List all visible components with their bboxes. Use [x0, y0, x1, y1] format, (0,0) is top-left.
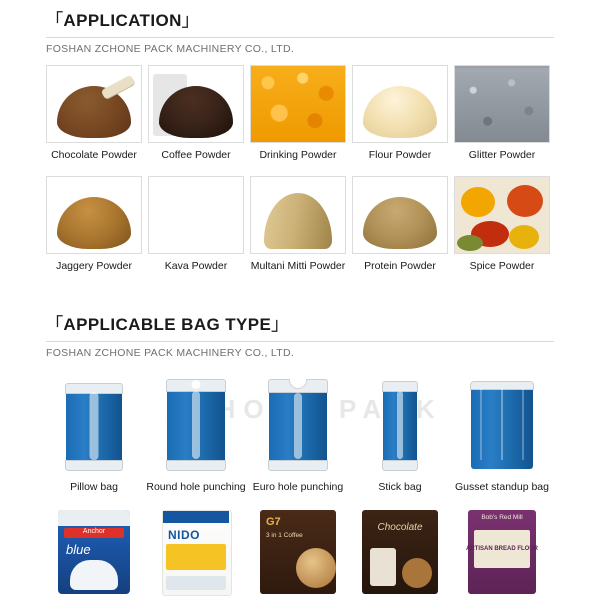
powder-heap-icon [46, 176, 142, 254]
product-label: Jaggery Powder [56, 259, 132, 272]
application-title-text: APPLICATION [63, 11, 182, 30]
stick-bag-icon [352, 375, 448, 475]
product-cell-flour-powder[interactable] [352, 65, 448, 162]
powder-heap-icon [148, 176, 244, 254]
package-brand: NIDO [168, 527, 200, 542]
bag-type-company-name: FOSHAN ZCHONE PACK MACHINERY CO., LTD. [46, 347, 295, 359]
product-label: Drinking Powder [259, 149, 337, 161]
package-product: 3 in 1 Coffee [266, 531, 303, 539]
bag-label: Round hole punching [146, 481, 246, 493]
bracket-right-icon: 」 [271, 315, 289, 334]
package-photo-icon-anchor[interactable] [46, 506, 142, 596]
product-label: Protein Powder [364, 259, 436, 272]
spice-piles-icon [454, 176, 550, 254]
euro-hole-bag-icon [250, 375, 346, 475]
bag-cell-gusset-standup[interactable] [454, 375, 550, 494]
product-cell-jaggery-powder[interactable] [46, 176, 142, 273]
bag-label: Euro hole punching [252, 481, 344, 493]
powder-heap-icon [46, 65, 142, 143]
package-product: ARTISAN BREAD FLOUR [466, 545, 538, 552]
bag-cell-euro-hole[interactable] [250, 375, 346, 494]
powder-heap-icon [454, 65, 550, 143]
package-photo-icon-bobs-red-mill[interactable] [454, 506, 550, 596]
package-photo-icon-chocolate[interactable] [352, 506, 448, 596]
product-cell-glitter-powder[interactable] [454, 65, 550, 162]
bag-cell-round-hole[interactable] [148, 375, 244, 494]
product-label: Coffee Powder [161, 149, 231, 161]
bag-type-section [0, 310, 600, 596]
product-cell-spice-powder[interactable] [454, 176, 550, 273]
application-row-2 [0, 176, 600, 273]
bag-cell-pillow[interactable] [46, 375, 142, 494]
package-product: blue [66, 541, 91, 557]
product-label: Flour Powder [368, 149, 432, 161]
bracket-left-icon: 「 [46, 11, 64, 30]
powder-heap-icon [148, 65, 244, 143]
application-divider [0, 37, 600, 38]
bracket-right-icon: 」 [181, 11, 200, 30]
application-row-1 [0, 65, 600, 162]
application-section [0, 6, 600, 272]
bag-type-heading [0, 310, 600, 335]
round-hole-icon [192, 380, 201, 389]
package-photo-row [0, 506, 600, 596]
gusset-standup-bag-icon [454, 375, 550, 475]
product-cell-multani-mitti-powder[interactable] [250, 176, 346, 273]
round-hole-bag-icon [148, 375, 244, 475]
product-label: Chocolate Powder [51, 149, 137, 161]
package-brand: G7 [266, 515, 281, 528]
bag-label: Gusset standup bag [455, 481, 549, 493]
product-cell-protein-powder[interactable] [352, 176, 448, 273]
bag-label: Pillow bag [70, 481, 118, 493]
product-cell-chocolate-powder[interactable] [46, 65, 142, 162]
application-company-name: FOSHAN ZCHONE PACK MACHINERY CO., LTD. [46, 43, 295, 55]
package-photo-icon-nido[interactable] [148, 506, 244, 596]
pillow-bag-icon [46, 375, 142, 475]
powder-heap-icon [250, 65, 346, 143]
package-brand: Bob's Red Mill [481, 513, 523, 521]
package-photo-icon-g7[interactable] [250, 506, 346, 596]
product-cell-coffee-powder[interactable] [148, 65, 244, 162]
powder-heap-icon [352, 176, 448, 254]
product-label: Multani Mitti Powder [250, 259, 346, 272]
product-label: Spice Powder [469, 259, 535, 272]
product-label: Glitter Powder [468, 149, 536, 161]
product-cell-kava-powder[interactable] [148, 176, 244, 273]
bag-cell-stick[interactable] [352, 375, 448, 494]
bag-type-divider [0, 341, 600, 342]
product-cell-drinking-powder[interactable] [250, 65, 346, 162]
powder-cone-icon [250, 176, 346, 254]
bag-type-row [0, 375, 600, 494]
watermark-text: ZCHONE [166, 394, 324, 424]
bracket-left-icon: 「 [46, 315, 64, 334]
bag-label: Stick bag [378, 481, 422, 493]
package-brand: Chocolate [377, 521, 423, 533]
product-label: Kava Powder [164, 259, 228, 272]
application-heading [0, 6, 600, 31]
bag-type-title-text: APPLICABLE BAG TYPE [63, 315, 272, 334]
powder-heap-icon [352, 65, 448, 143]
package-brand: Anchor [82, 527, 106, 535]
